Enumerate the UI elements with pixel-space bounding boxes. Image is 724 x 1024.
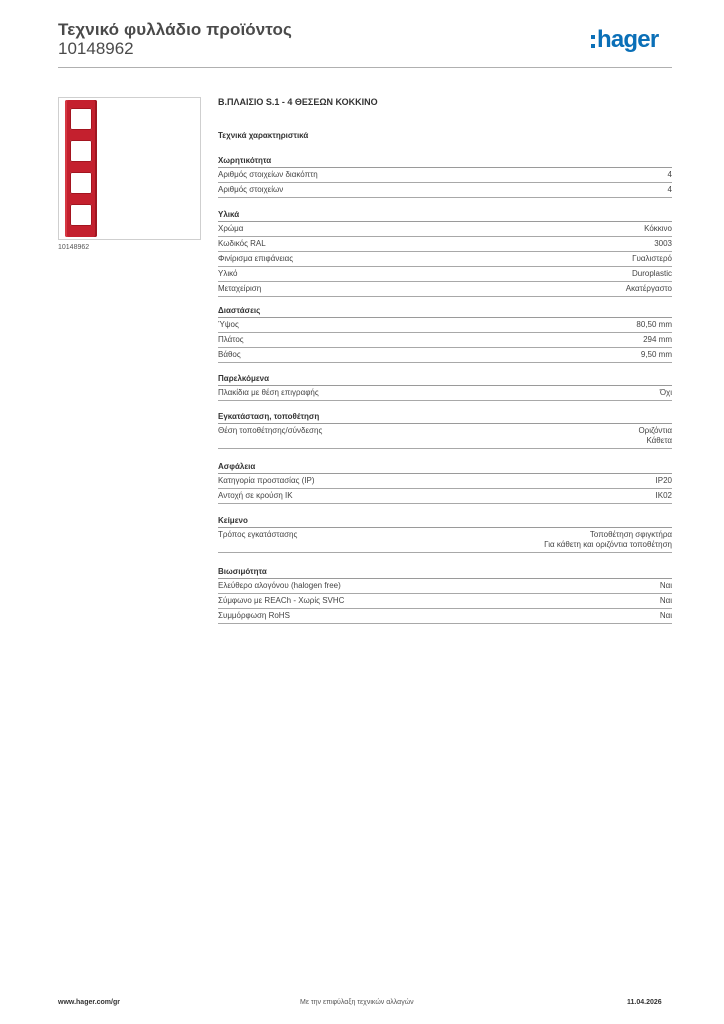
spec-value-line: Για κάθετη και οριζόντια τοποθέτηση	[544, 540, 672, 549]
spec-label: Κατηγορία προστασίας (IP)	[218, 476, 315, 485]
spec-value: Όχι	[659, 388, 672, 397]
section-materials	[218, 209, 672, 297]
spec-row	[218, 318, 672, 333]
section-title: Υλικά	[218, 209, 672, 222]
spec-value: Ναι	[659, 596, 672, 605]
spec-row	[218, 168, 672, 183]
spec-value-line: Οριζόντια	[638, 426, 672, 435]
spec-row	[218, 222, 672, 237]
section-safety	[218, 461, 672, 504]
section-title: Χωρητικότητα	[218, 155, 672, 168]
spec-label: Σύμφωνο με REACh - Χωρίς SVHC	[218, 596, 345, 605]
spec-value	[638, 426, 672, 446]
technical-characteristics-title: Τεχνικά χαρακτηριστικά	[218, 131, 309, 140]
spec-label: Ελεύθερο αλογόνου (halogen free)	[218, 581, 341, 590]
section-title: Διαστάσεις	[218, 305, 672, 318]
document-title: Τεχνικό φυλλάδιο προϊόντος	[58, 20, 292, 39]
spec-value: Duroplastic	[631, 269, 672, 278]
product-name: Β.ΠΛΑΙΣΙΟ S.1 - 4 ΘΕΣΕΩΝ ΚΟΚΚΙΝΟ	[218, 97, 378, 107]
spec-value: 9,50 mm	[640, 350, 672, 359]
spec-label: Αριθμός στοιχείων	[218, 185, 284, 194]
spec-value: IP20	[655, 476, 672, 485]
spec-label: Μεταχείριση	[218, 284, 262, 293]
spec-value-line: Κάθετα	[646, 436, 672, 445]
section-sustainability	[218, 566, 672, 624]
spec-row	[218, 579, 672, 594]
spec-value: 4	[667, 170, 672, 179]
spec-label: Αντοχή σε κρούση IK	[218, 491, 293, 500]
spec-value: Κόκκινο	[644, 224, 672, 233]
product-image	[58, 97, 201, 240]
section-title: Ασφάλεια	[218, 461, 672, 474]
section-text	[218, 515, 672, 553]
spec-label: Θέση τοποθέτησης/σύνδεσης	[218, 426, 323, 435]
section-installation	[218, 411, 672, 449]
frame-opening	[70, 204, 92, 226]
spec-value: IK02	[655, 491, 672, 500]
spec-row	[218, 333, 672, 348]
spec-label: Υλικό	[218, 269, 238, 278]
spec-label: Αριθμός στοιχείων διακόπτη	[218, 170, 318, 179]
logo-dots-icon	[591, 35, 596, 49]
frame-opening	[70, 172, 92, 194]
image-caption: 10148962	[58, 244, 90, 251]
spec-label: Χρώμα	[218, 224, 244, 233]
spec-value: Ακατέργαστο	[625, 284, 672, 293]
spec-label: Κωδικός RAL	[218, 239, 266, 248]
spec-label: Ύψος	[218, 320, 239, 329]
spec-label: Πλάτος	[218, 335, 244, 344]
header-divider	[58, 67, 672, 68]
frame-opening	[70, 140, 92, 162]
product-code: 10148962	[58, 39, 134, 58]
spec-value: 294 mm	[643, 335, 672, 344]
spec-value: Ναι	[659, 581, 672, 590]
spec-row	[218, 237, 672, 252]
spec-label: Τρόπος εγκατάστασης	[218, 530, 298, 539]
spec-row	[218, 424, 672, 449]
spec-value: 3003	[654, 239, 672, 248]
spec-row	[218, 474, 672, 489]
spec-value	[544, 530, 672, 550]
spec-row	[218, 609, 672, 624]
spec-label: Συμμόρφωση RoHS	[218, 611, 290, 620]
spec-label: Πλακίδια με θέση επιγραφής	[218, 388, 319, 397]
spec-value: Γυαλιστερό	[632, 254, 672, 263]
spec-label: Φινίρισμα επιφάνειας	[218, 254, 294, 263]
section-title: Παρελκόμενα	[218, 373, 672, 386]
section-title: Βιωσιμότητα	[218, 566, 672, 579]
section-title: Κείμενο	[218, 515, 672, 528]
spec-row	[218, 348, 672, 363]
section-accessories	[218, 373, 672, 401]
spec-row	[218, 252, 672, 267]
spec-value-line: Τοποθέτηση σφιγκτήρα	[589, 530, 672, 539]
footer-disclaimer: Με την επιφύλαξη τεχνικών αλλαγών	[300, 999, 414, 1006]
spec-label: Βάθος	[218, 350, 241, 359]
footer-website-link[interactable]: www.hager.com/gr	[58, 999, 120, 1006]
logo-text: hager	[597, 26, 659, 53]
spec-row	[218, 183, 672, 198]
spec-row	[218, 594, 672, 609]
spec-value: 80,50 mm	[636, 320, 672, 329]
section-capacity	[218, 155, 672, 198]
red-frame-icon	[65, 100, 97, 237]
spec-row	[218, 267, 672, 282]
spec-value: 4	[667, 185, 672, 194]
spec-value: Ναι	[659, 611, 672, 620]
frame-opening	[70, 108, 92, 130]
spec-row	[218, 489, 672, 504]
section-dimensions	[218, 305, 672, 363]
spec-row	[218, 282, 672, 297]
footer-date: 11.04.2026	[627, 999, 662, 1006]
spec-row	[218, 528, 672, 553]
spec-row	[218, 386, 672, 401]
section-title: Εγκατάσταση, τοποθέτηση	[218, 411, 672, 424]
